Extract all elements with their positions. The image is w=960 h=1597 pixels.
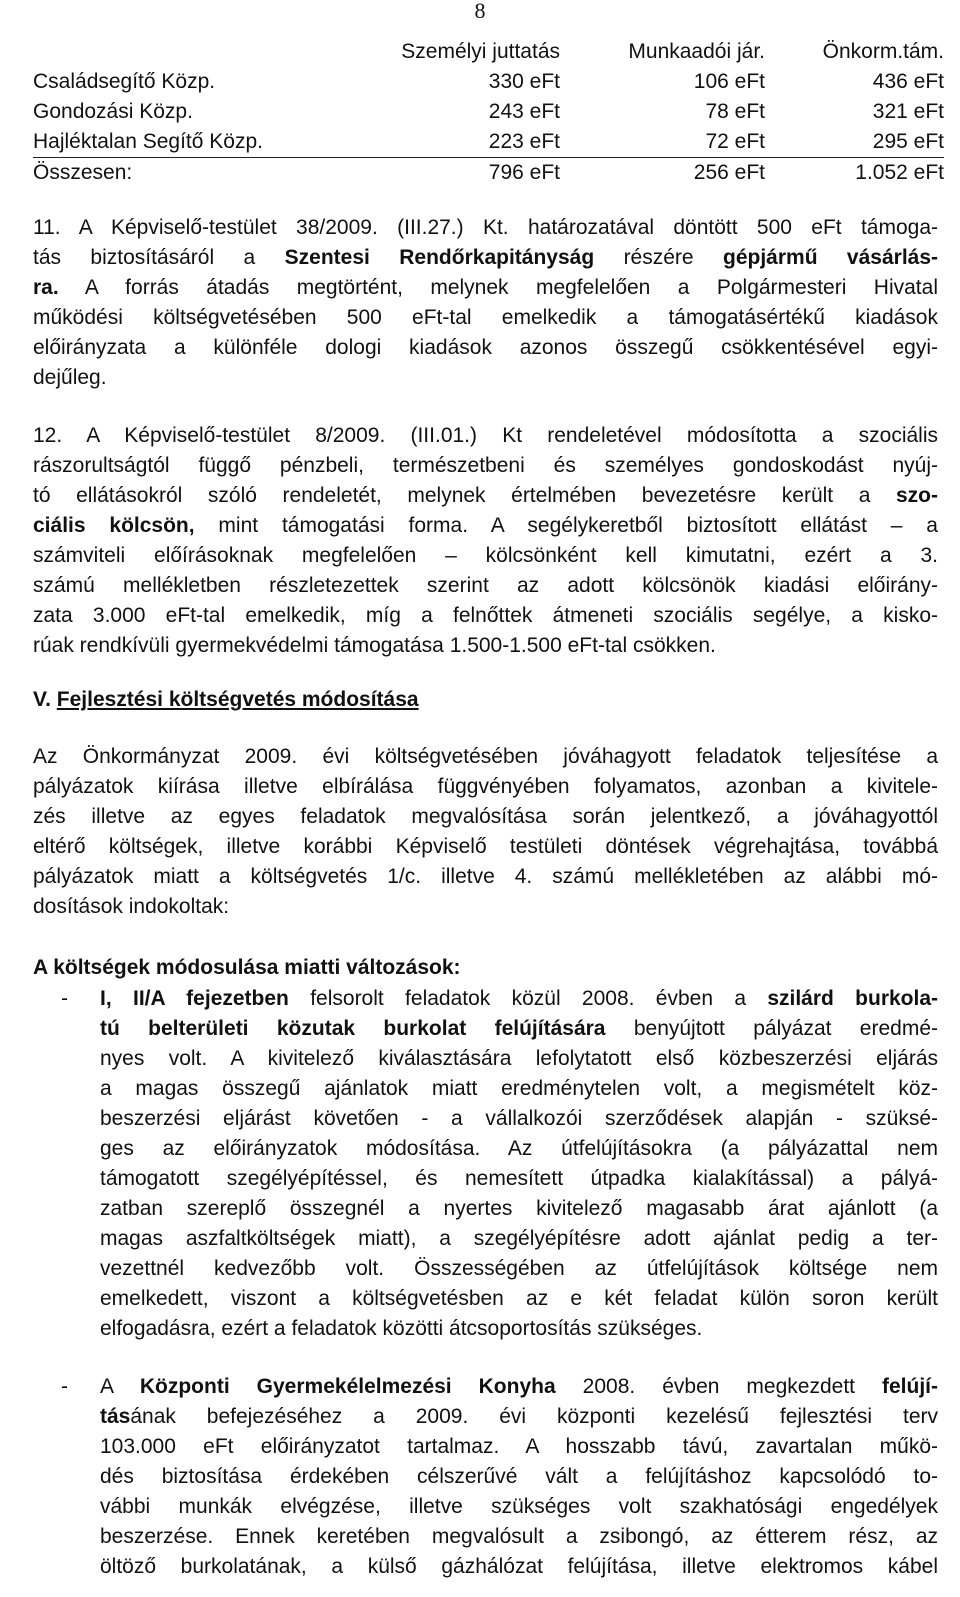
table-cell: 330 eFt xyxy=(488,70,560,93)
table-header-blank xyxy=(33,37,333,67)
table-cell: 78 eFt xyxy=(705,100,765,123)
text-line: beszerzési eljárást követően - a vállalkozói szerződések alapján - szüksé- xyxy=(100,1107,938,1130)
text-line: vezettnél kedvezőbb volt. Összességében az útfelújítások költsége nem xyxy=(100,1257,938,1280)
section-number: V. xyxy=(33,688,51,711)
text-line: zata 3.000 eFt-tal emelkedik, míg a felnőttek átmeneti szociális segélye, a kisko- xyxy=(33,604,938,627)
text-line: vábbi munkák elvégzése, illetve szükséges volt szakhatósági engedélyek xyxy=(100,1495,938,1518)
text-line: dosítások indokoltak: xyxy=(33,895,230,918)
text-line: tú belterületi közutak burkolat felújítására benyújtott pályázat eredmé- xyxy=(100,1017,938,1040)
text-line: tó ellátásokról szóló rendeletét, melynek értelmében bevezetésre került a szo- xyxy=(33,484,938,507)
list-item-body xyxy=(100,1372,938,1582)
text-line: magas aszfaltköltségek miatt), a szegélyépítésre adott ajánlat pedig a ter- xyxy=(100,1227,938,1250)
text-line: beszerzése. Ennek keretében megvalósult a zsibongó, az étterem rész, az xyxy=(100,1525,938,1548)
text-line: a magas összegű ajánlatok miatt eredménytelen volt, a megismételt köz- xyxy=(100,1077,938,1100)
table-header-municipal: Önkorm.tám. xyxy=(822,40,944,63)
table-cell: 223 eFt xyxy=(333,127,560,158)
table-total-row xyxy=(33,158,944,189)
table-header-employer: Munkaadói jár. xyxy=(628,40,765,63)
text-line: zés illetve az egyes feladatok megvalósítása során jelentkező, a jóváhagyottól xyxy=(33,805,938,828)
text-line: emelkedett, viszont a költségvetésben az e két feladat külön soron került xyxy=(100,1287,938,1310)
text-line: ges az előirányzatok módosítása. Az útfelújításokra (a pályázattal nem xyxy=(100,1137,938,1160)
text-line: ciális kölcsön, mint támogatási forma. A segélykeretből biztosított ellátást – a xyxy=(33,514,938,537)
text-line: zatban szereplő összegnél a nyertes kivitelező magasabb árat ajánlott (a xyxy=(100,1197,938,1220)
text-line: öltöző burkolatának, a külső gázhálózat felújítása, illetve elektromos kábel xyxy=(100,1555,938,1578)
text-line: tás biztosításáról a Szentesi Rendőrkapitányság részére gépjármű vásárlás- xyxy=(33,246,939,269)
paragraph-12 xyxy=(33,421,938,661)
text-line: előirányzata a különféle dologi kiadások azonos összegű csökkentésével egyi- xyxy=(33,336,938,359)
table-cell-label: Összesen: xyxy=(33,161,133,184)
text-line: ra. A forrás átadás megtörtént, melynek megfelelően a Polgármesteri Hivatal xyxy=(33,276,938,299)
table-cell: 72 eFt xyxy=(560,127,765,158)
text-line: rúak rendkívüli gyermekvédelmi támogatása 1.500-1.500 eFt-tal csökken. xyxy=(33,634,716,657)
table-cell: 106 eFt xyxy=(693,70,765,93)
text-line: dejűleg. xyxy=(33,366,107,389)
table-cell-label: Gondozási Közp. xyxy=(33,100,193,123)
section-title: Fejlesztési költségvetés módosítása xyxy=(56,688,419,711)
table-row xyxy=(33,67,944,97)
text-line: számviteli előírásoknak megfelelően – kölcsönként kell kimutatni, ezért a 3. xyxy=(33,544,938,567)
table-row xyxy=(33,127,944,158)
list-dash: - xyxy=(61,987,68,1010)
text-line: pályázatok miatt a költségvetés 1/c. illetve 4. számú mellékletében az alábbi mó- xyxy=(33,865,938,888)
subsidy-table xyxy=(33,37,944,188)
text-line: számú mellékletben részletezettek szerint az adott kölcsönök kiadási előirány- xyxy=(33,574,938,597)
text-line: 11. A Képviselő-testület 38/2009. (III.27.) Kt. határozatával döntött 500 eFt támoga- xyxy=(33,216,938,239)
text-line: 103.000 eFt előirányzatot tartalmaz. A hosszabb távú, zavartalan műkö- xyxy=(100,1435,938,1458)
text-line: I, II/A fejezetben felsorolt feladatok közül 2008. évben a szilárd burkola- xyxy=(100,987,939,1010)
text-line: pályázatok kiírása illetve elbírálása függvényében folyamatos, azonban a kivitele- xyxy=(33,775,938,798)
text-line: rászorultságtól függő pénzbeli, természetbeni és személyes gondoskodást nyúj- xyxy=(33,454,938,477)
text-line: támogatott szegélyépítéssel, és nemesített útpadka kialakítással) a pályá- xyxy=(100,1167,938,1190)
list-item-body xyxy=(100,984,938,1344)
table-cell: 1.052 eFt xyxy=(855,161,944,184)
text-line: eltérő költségek, illetve korábbi Képviselő testületi döntések végrehajtása, továbbá xyxy=(33,835,938,858)
table-header-row xyxy=(33,37,944,67)
text-line: A Központi Gyermekélelmezési Konyha 2008. évben megkezdett felújí- xyxy=(100,1375,938,1398)
table-cell: 321 eFt xyxy=(872,100,944,123)
text-line: 12. A Képviselő-testület 8/2009. (III.01.) Kt rendeletével módosította a szociális xyxy=(33,424,938,447)
table-cell: 796 eFt xyxy=(488,161,560,184)
table-row xyxy=(33,97,944,127)
text-line: tásának befejezéséhez a 2009. évi központi kezelésű fejlesztési terv xyxy=(100,1405,938,1428)
text-line: dés biztosítása érdekében célszerűvé vált a felújításhoz kapcsolódó to- xyxy=(100,1465,938,1488)
paragraph-V xyxy=(33,742,938,922)
section-heading xyxy=(33,685,419,715)
table-cell: 295 eFt xyxy=(765,127,944,158)
table-cell-label: Hajléktalan Segítő Közp. xyxy=(33,127,333,158)
table-cell: 243 eFt xyxy=(488,100,560,123)
list-dash: - xyxy=(61,1375,68,1398)
table-cell: 436 eFt xyxy=(872,70,944,93)
paragraph-11 xyxy=(33,213,938,393)
costs-heading: A költségek módosulása miatti változások: xyxy=(33,956,461,979)
table-header-personal: Személyi juttatás xyxy=(401,40,560,63)
text-line: Az Önkormányzat 2009. évi költségvetésében jóváhagyott feladatok teljesítése a xyxy=(33,745,938,768)
page-number: 8 xyxy=(474,0,486,23)
text-line: nyes volt. A kivitelező kiválasztására lefolytatott első közbeszerzési eljárás xyxy=(100,1047,938,1070)
table-cell-label: Családsegítő Közp. xyxy=(33,70,216,93)
text-line: működési költségvetésében 500 eFt-tal emelkedik a támogatásértékű kiadások xyxy=(33,306,938,329)
table-cell: 256 eFt xyxy=(693,161,765,184)
text-line: elfogadásra, ezért a feladatok közötti átcsoportosítás szükséges. xyxy=(100,1317,703,1340)
